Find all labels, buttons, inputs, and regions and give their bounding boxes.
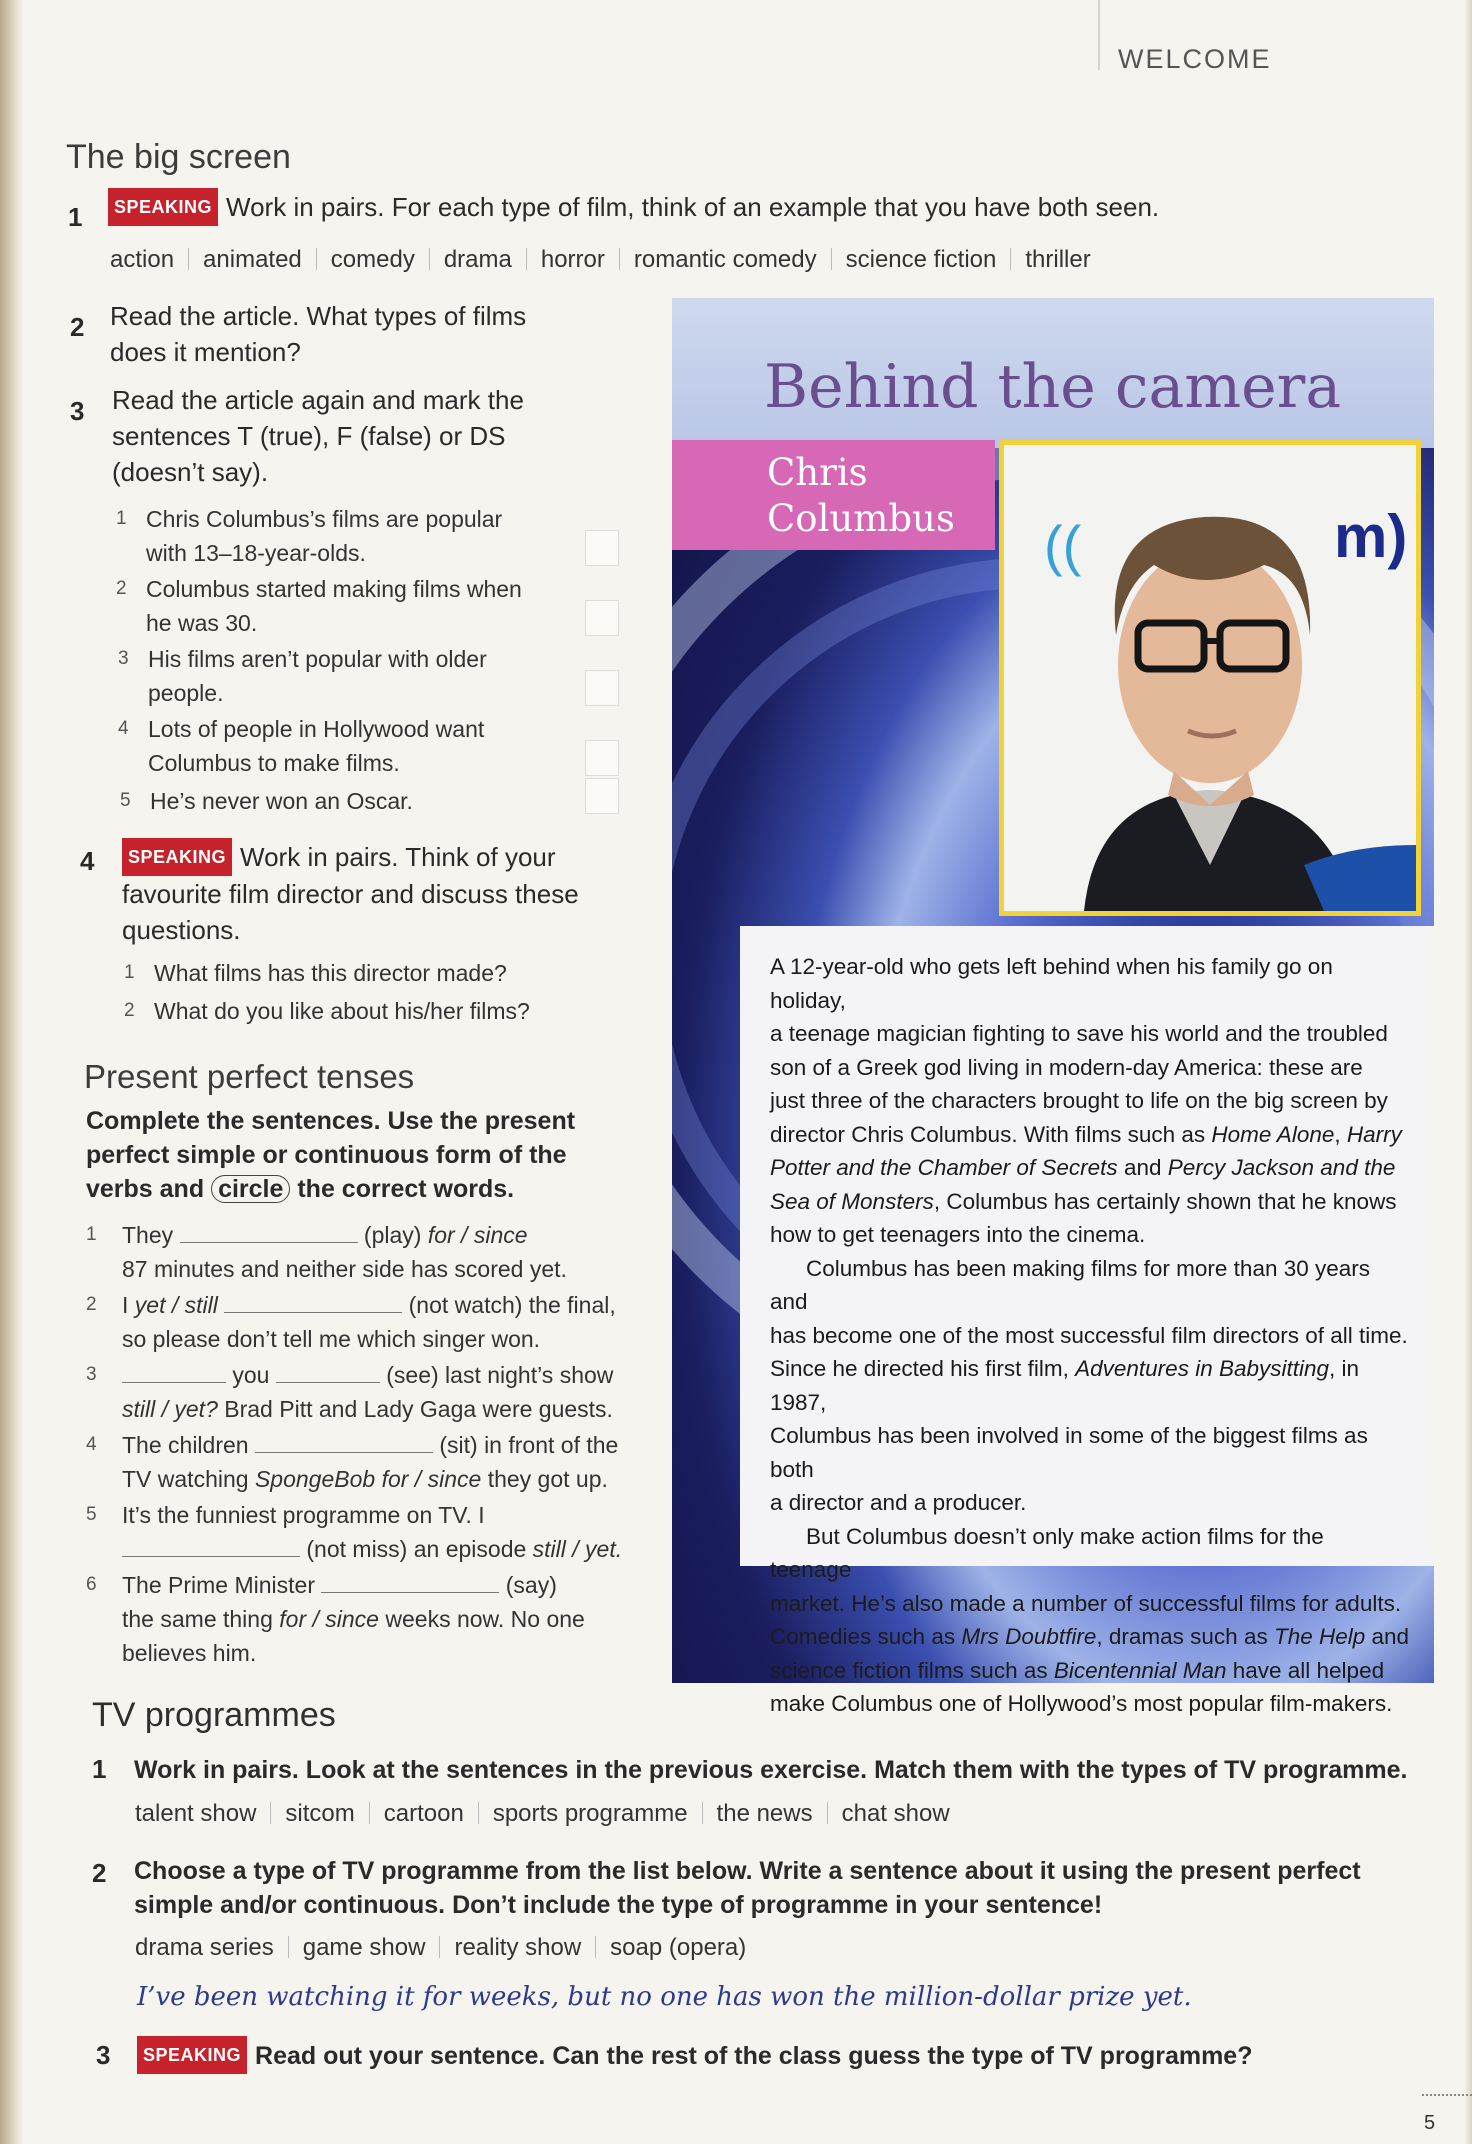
article-title: Behind the camera	[764, 352, 1342, 422]
word-list-item: drama	[443, 246, 512, 273]
instruction-line: Work in pairs. Think of your	[240, 842, 556, 872]
item-number: 4	[86, 1434, 97, 1455]
director-portrait-photo	[999, 440, 1421, 916]
article-line: make Columbus one of Hollywood’s most popular film-makers.	[770, 1691, 1393, 1716]
answer-blank[interactable]	[276, 1362, 380, 1383]
item-text: Columbus started making films when	[146, 576, 522, 602]
gap-fill-item	[86, 1218, 646, 1288]
name-line: Chris	[767, 451, 868, 494]
gap-fill-item	[86, 1428, 646, 1498]
item-number: 3	[86, 1364, 97, 1385]
gap-fill-item	[86, 1498, 646, 1568]
item-text: (sit) in front of the	[439, 1432, 619, 1458]
item-text: I	[122, 1292, 129, 1318]
answer-blank[interactable]	[224, 1292, 402, 1313]
article-line: Columbus has been involved in some of the biggest films as both	[770, 1423, 1368, 1482]
film-title: Percy Jackson and the	[1167, 1155, 1396, 1180]
article-line: But Columbus doesn’t only make action films for the teenage	[770, 1523, 1324, 1582]
instruction-line: Read the article again and mark the	[112, 385, 524, 415]
exercise-number: 2	[70, 312, 85, 342]
circled-word: circle	[211, 1175, 290, 1203]
answer-box[interactable]	[585, 670, 619, 706]
item-text: (not miss) an episode	[306, 1536, 527, 1562]
svg-text:m): m)	[1334, 503, 1408, 570]
article-line: and	[1117, 1155, 1168, 1180]
present-perfect-instruction	[86, 1104, 575, 1206]
word-separator	[526, 248, 527, 270]
answer-blank[interactable]	[180, 1222, 358, 1243]
item-text: he was 30.	[146, 610, 258, 636]
item-number: 6	[86, 1574, 97, 1595]
instruction-text: Read out your sentence. Can the rest of the class guess the type of TV programme?	[255, 2042, 1253, 2070]
tv-exercise-2-instruction	[134, 1854, 1361, 1922]
article-line: , in 1987,	[770, 1356, 1360, 1415]
article-line: a teenage magician fighting to save his world and the troubled	[770, 1021, 1388, 1046]
item-text: 87 minutes and neither side has scored yet.	[122, 1256, 567, 1282]
item-text: weeks now. No one	[385, 1606, 585, 1632]
answer-box[interactable]	[585, 530, 619, 566]
item-number: 1	[124, 962, 135, 983]
page-number: 5	[1424, 2112, 1436, 2134]
exercise-number: 1	[68, 202, 83, 232]
gap-fill-item	[86, 1568, 646, 1672]
programme-title: SpongeBob	[254, 1466, 376, 1492]
article-body	[770, 950, 1410, 1721]
instruction-text: Work in pairs. For each type of film, think of an example that you have both seen.	[226, 192, 1160, 222]
statement-item	[118, 642, 558, 712]
article-line: ,	[1334, 1121, 1347, 1147]
answer-blank[interactable]	[122, 1362, 226, 1383]
option-words: still / yet?	[122, 1396, 218, 1422]
word-separator	[478, 1802, 479, 1824]
word-list-item: drama series	[135, 1934, 274, 1961]
section-heading-present-perfect: Present perfect tenses	[84, 1058, 415, 1095]
instruction-line: verbs and	[86, 1175, 205, 1203]
item-text: so please don’t tell me which singer won.	[122, 1326, 541, 1352]
exercise-number: 3	[70, 396, 85, 426]
question-item	[124, 956, 644, 992]
exercise-1-instruction	[108, 188, 1159, 226]
item-text: (not watch) the final,	[408, 1292, 616, 1318]
word-separator	[619, 248, 620, 270]
item-text: His films aren’t popular with older	[148, 646, 487, 672]
item-number: 2	[124, 1000, 135, 1021]
item-text: they got up.	[487, 1466, 608, 1492]
item-text: Lots of people in Hollywood want	[148, 716, 485, 742]
option-words: for / since	[427, 1222, 528, 1248]
film-title: Potter and the Chamber of Secrets	[770, 1155, 1118, 1180]
article-line: how to get teenagers into the cinema.	[770, 1222, 1146, 1247]
film-title: Home Alone	[1211, 1121, 1335, 1147]
item-text: The Prime Minister	[122, 1572, 315, 1598]
item-number: 4	[118, 718, 129, 739]
statement-item	[118, 712, 558, 782]
article-paragraph	[770, 950, 1410, 1252]
item-text: They	[122, 1222, 174, 1248]
exercise-2-instruction	[110, 298, 526, 370]
answer-blank[interactable]	[321, 1572, 499, 1593]
film-title: Adventures in Babysitting	[1075, 1356, 1330, 1381]
word-list-item: soap (opera)	[610, 1934, 747, 1961]
page-number-rule	[1422, 2094, 1472, 2096]
instruction-line: (doesn’t say).	[112, 457, 269, 487]
article-line: just three of the characters brought to life on the big screen by	[770, 1088, 1388, 1113]
article-line: son of a Greek god living in modern-day America: these are	[770, 1054, 1363, 1080]
word-separator	[188, 248, 189, 270]
word-list-item: comedy	[330, 246, 415, 273]
item-text: What films has this director made?	[154, 960, 507, 986]
item-number: 1	[116, 508, 127, 529]
item-number: 2	[116, 578, 127, 599]
word-separator	[439, 1936, 440, 1958]
answer-box[interactable]	[585, 600, 619, 636]
option-words: still / yet.	[532, 1536, 623, 1562]
item-text: (play)	[363, 1222, 422, 1248]
portrait-illustration	[1004, 445, 1416, 911]
word-list-item: game show	[302, 1934, 426, 1961]
word-separator	[288, 1936, 289, 1958]
statement-item	[116, 502, 556, 572]
word-list-item: animated	[203, 246, 302, 273]
statement-item	[120, 784, 560, 820]
item-text: What do you like about his/her films?	[154, 998, 530, 1024]
article-line: market. He’s also made a number of successful films for adults.	[770, 1590, 1402, 1616]
article-line: A 12-year-old who gets left behind when his family go on holiday,	[770, 954, 1333, 1013]
item-text: (see) last night’s show	[386, 1362, 614, 1388]
item-text: people.	[148, 680, 224, 706]
article-paragraph	[770, 1252, 1410, 1520]
answer-box[interactable]	[585, 740, 619, 776]
item-number: 5	[120, 790, 131, 811]
word-list-item: sitcom	[285, 1800, 355, 1827]
article-line: , Columbus has certainly shown that he knows	[933, 1188, 1397, 1214]
exercise-number: 3	[96, 2040, 111, 2070]
article-line: Comedies such as	[770, 1624, 962, 1649]
item-text: the same thing	[122, 1606, 273, 1632]
item-text: believes him.	[122, 1640, 257, 1666]
article-line: science fiction films such as	[770, 1657, 1054, 1683]
word-separator	[429, 248, 430, 270]
word-list-item: thriller	[1025, 246, 1091, 273]
word-list-item: the news	[716, 1800, 813, 1827]
instruction-line: Read the article. What types of films	[110, 301, 527, 331]
item-text: Brad Pitt and Lady Gaga were guests.	[224, 1396, 613, 1422]
option-words: yet / still	[134, 1292, 218, 1318]
film-title: Mrs Doubtfire	[961, 1624, 1097, 1649]
article-line: Since he directed his first film,	[770, 1356, 1076, 1381]
word-separator	[831, 248, 832, 270]
article-line: , dramas such as	[1096, 1624, 1274, 1649]
word-list-item: horror	[540, 246, 605, 273]
instruction-line: favourite film director and discuss these	[122, 879, 579, 909]
item-number: 5	[86, 1504, 97, 1525]
page-spine-shadow	[0, 0, 24, 2144]
word-separator	[827, 1802, 828, 1824]
word-separator	[595, 1936, 596, 1958]
word-separator	[702, 1802, 703, 1824]
word-list-item: action	[110, 246, 175, 273]
article-line: and	[1365, 1624, 1410, 1649]
word-list-item: talent show	[135, 1800, 257, 1827]
film-title: Sea of Monsters	[770, 1188, 934, 1214]
instruction-line: Complete the sentences. Use the present	[86, 1107, 576, 1135]
name-line: Columbus	[767, 497, 955, 540]
instruction-line: perfect simple or continuous form of the	[86, 1141, 567, 1169]
tv-exercise-1-instruction: Work in pairs. Look at the sentences in the previous exercise. Match them with the types of TV programme.	[134, 1756, 1408, 1784]
question-item	[124, 994, 644, 1030]
exercise-number: 4	[80, 846, 95, 876]
article-line: director Chris Columbus. With films such as	[770, 1121, 1212, 1147]
answer-box[interactable]	[585, 778, 619, 814]
word-list-item: sports programme	[492, 1800, 688, 1827]
page-edge-shadow	[1464, 0, 1472, 2144]
section-heading-big-screen: The big screen	[66, 138, 291, 176]
answer-blank[interactable]	[255, 1432, 433, 1453]
item-text: Chris Columbus’s films are popular	[146, 506, 503, 532]
article-line: a director and a producer.	[770, 1490, 1027, 1515]
instruction-line: simple and/or continuous. Don’t include the type of programme in your sentence!	[134, 1891, 1103, 1919]
word-separator	[369, 1802, 370, 1824]
exercise-number: 2	[92, 1858, 107, 1888]
item-text: with 13–18-year-olds.	[146, 540, 366, 566]
film-title: Harry	[1346, 1121, 1402, 1147]
svg-text:((: ((	[1044, 514, 1082, 577]
answer-blank[interactable]	[122, 1536, 300, 1557]
tv-exercise-3-instruction	[137, 2036, 1252, 2074]
film-title: Bicentennial Man	[1053, 1657, 1227, 1683]
exercise-4-instruction	[122, 838, 579, 948]
article-subject-name	[767, 450, 987, 542]
speaking-badge: SPEAKING	[108, 188, 218, 226]
item-text: you	[232, 1362, 270, 1388]
item-number: 2	[86, 1294, 97, 1315]
instruction-line: sentences T (true), F (false) or DS	[112, 421, 506, 451]
item-text: (say)	[505, 1572, 557, 1598]
article-line: Columbus has been making films for more than 30 years and	[770, 1255, 1371, 1314]
item-number: 3	[118, 648, 129, 669]
instruction-line: questions.	[122, 915, 241, 945]
item-number: 1	[86, 1224, 97, 1245]
word-list-item: cartoon	[383, 1800, 464, 1827]
speaking-badge: SPEAKING	[122, 838, 232, 876]
word-list-item: science fiction	[845, 246, 997, 273]
word-list-item: chat show	[841, 1800, 950, 1827]
gap-fill-item	[86, 1288, 646, 1358]
item-text: The children	[122, 1432, 249, 1458]
exercise-3-instruction	[112, 382, 524, 490]
tv-types-word-list	[135, 1800, 950, 1828]
statement-item	[116, 572, 556, 642]
article-line: have all helped	[1226, 1657, 1385, 1683]
film-title: The Help	[1273, 1624, 1366, 1649]
word-list-item: reality show	[454, 1934, 582, 1961]
example-answer: I’ve been watching it for weeks, but no one has won the million-dollar prize yet.	[137, 1982, 1192, 2012]
option-words: for / since	[279, 1606, 379, 1632]
section-heading-tv-programmes: TV programmes	[92, 1696, 336, 1734]
gap-fill-item	[86, 1358, 646, 1428]
item-text: He’s never won an Oscar.	[150, 788, 413, 814]
item-text: Columbus to make films.	[148, 750, 400, 776]
word-separator	[1010, 248, 1011, 270]
word-list-item: romantic comedy	[633, 246, 817, 273]
option-words: for / since	[381, 1466, 482, 1492]
word-separator	[270, 1802, 271, 1824]
section-header-label: WELCOME	[1118, 44, 1272, 74]
item-text: TV watching	[122, 1466, 249, 1492]
word-separator	[316, 248, 317, 270]
tv-programme-word-list	[135, 1934, 746, 1962]
instruction-line: Choose a type of TV programme from the list below. Write a sentence about it using the present perfect	[134, 1857, 1361, 1885]
item-text: It’s the funniest programme on TV. I	[122, 1502, 485, 1528]
instruction-line: the correct words.	[297, 1175, 515, 1203]
article-paragraph	[770, 1520, 1410, 1721]
article-line: has become one of the most successful film directors of all time.	[770, 1322, 1408, 1348]
exercise-number: 1	[92, 1754, 107, 1784]
speaking-badge: SPEAKING	[137, 2036, 247, 2074]
header-divider	[1098, 0, 1100, 70]
instruction-line: does it mention?	[110, 337, 301, 367]
film-types-word-list	[110, 246, 1091, 274]
